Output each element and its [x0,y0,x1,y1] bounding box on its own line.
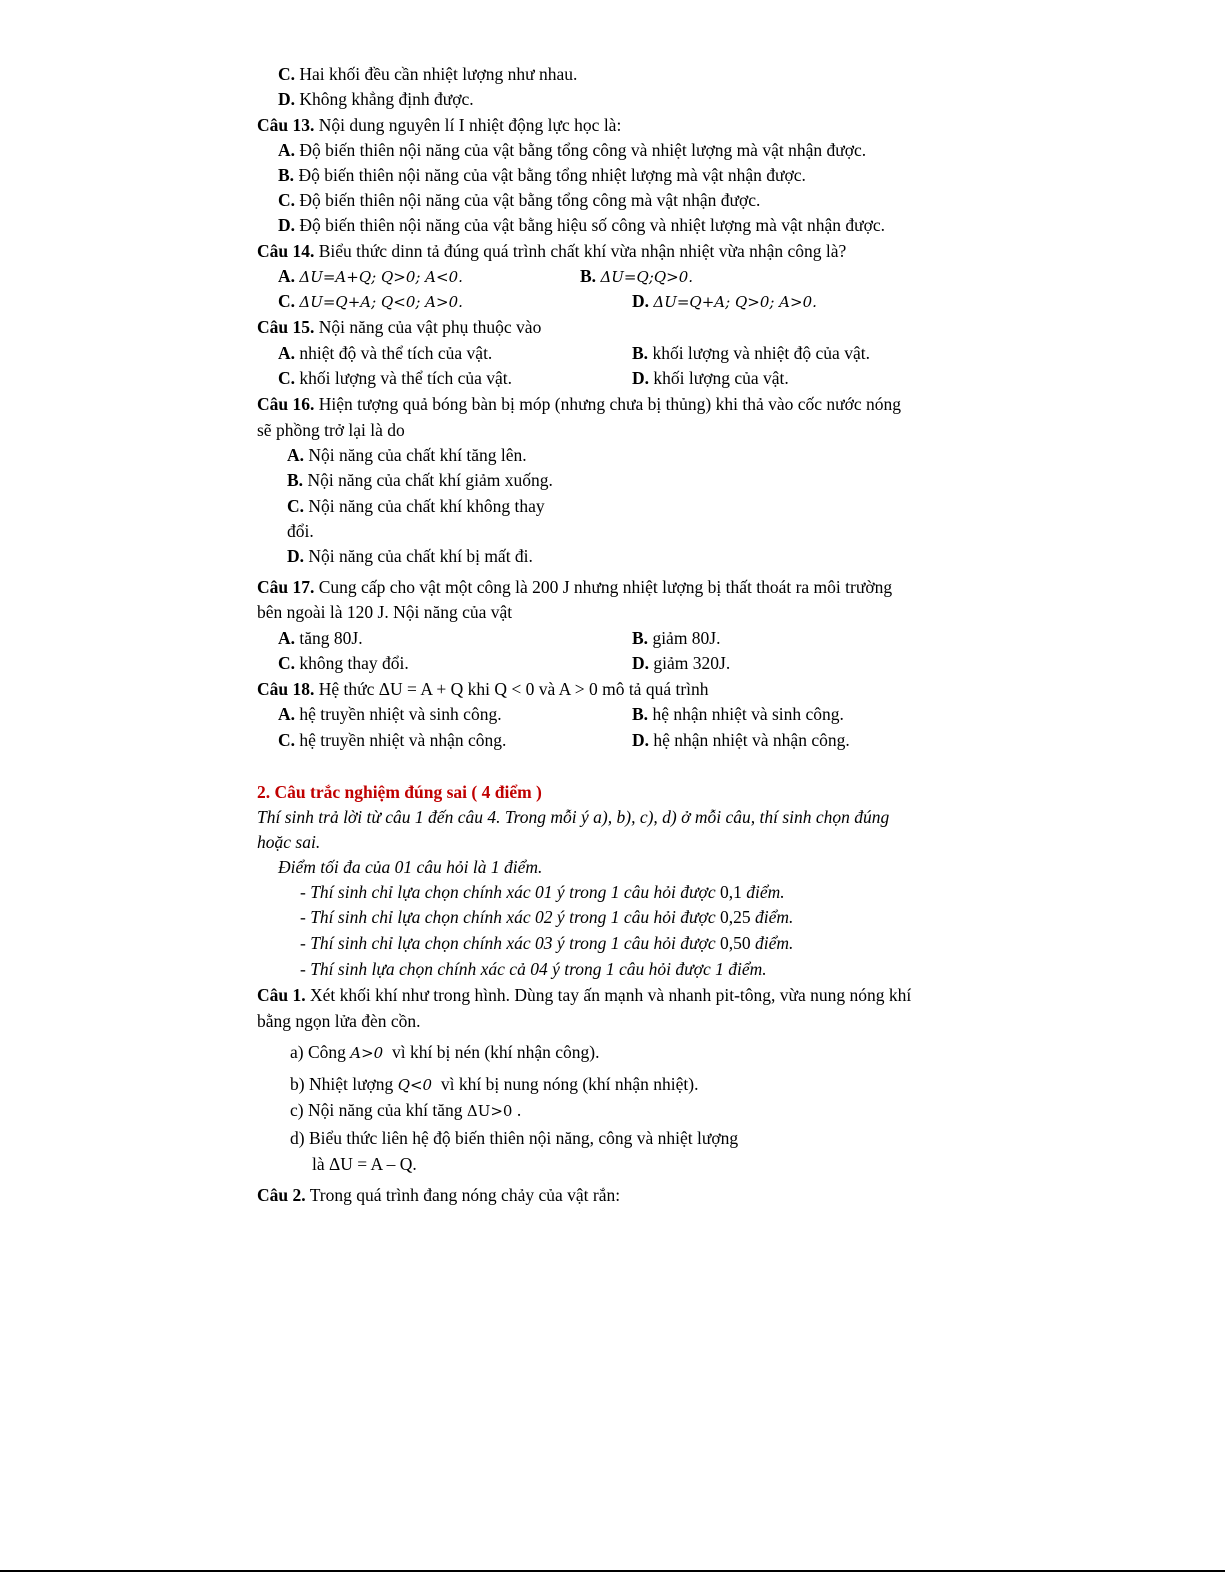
question-18: Câu 18. Hệ thức ΔU = A + Q khi Q < 0 và A > 0 mô tả quá trình [257,679,709,699]
q17-option-b: B. giảm 80J. [632,628,721,648]
scoring-rule-4: - Thí sinh lựa chọn chính xác cả 04 ý trong 1 câu hỏi được 1 điểm. [300,959,767,979]
option-c: C. Hai khối đều cần nhiệt lượng như nhau. [278,64,578,84]
question-16: Câu 16. Hiện tượng quả bóng bàn bị móp (nhưng chưa bị thủng) khi thả vào cốc nước nóng [257,394,902,414]
q14-option-d: D. ΔU=Q+A; Q>0; A>0. [632,291,817,311]
q15-option-c: C. khối lượng và thể tích của vật. [278,368,513,388]
q18-option-a: A. hệ truyền nhiệt và sinh công. [278,704,502,724]
tf-question-1: Câu 1. Xét khối khí như trong hình. Dùng tay ấn mạnh và nhanh pit-tông, vừa nung nóng khí [257,985,912,1005]
q18-option-c: C. hệ truyền nhiệt và nhận công. [278,730,507,750]
q16-option-d: D. Nội năng của chất khí bị mất đi. [287,546,533,566]
question-16-cont: sẽ phồng trở lại là do [257,420,405,440]
q15-option-a: A. nhiệt độ và thể tích của vật. [278,343,493,363]
q18-option-d: D. hệ nhận nhiệt và nhận công. [632,730,850,750]
q15-option-d: D. khối lượng của vật. [632,368,789,388]
question-17: Câu 17. Cung cấp cho vật một công là 200 J nhưng nhiệt lượng bị thất thoát ra môi trường [257,577,893,597]
q16-option-b: B. Nội năng của chất khí giảm xuống. [287,470,553,490]
question-14: Câu 14. Biểu thức dinn tả đúng quá trình chất khí vừa nhận nhiệt vừa nhận công là? [257,241,847,261]
option-d: D. Không khẳng định được. [278,89,474,109]
q13-option-a: A. Độ biến thiên nội năng của vật bằng tổng công và nhiệt lượng mà vật nhận được. [278,140,867,160]
tf1-statement-b: b) Nhiệt lượng Q<0 vì khí bị nung nóng (khí nhận nhiệt). [290,1074,699,1094]
scoring-rule-1: - Thí sinh chỉ lựa chọn chính xác 01 ý trong 1 câu hỏi được 0,1 điểm. [300,882,785,902]
q13-option-d: D. Độ biến thiên nội năng của vật bằng hiệu số công và nhiệt lượng mà vật nhận được. [278,215,886,235]
question-15: Câu 15. Nội năng của vật phụ thuộc vào [257,317,542,337]
tf1-statement-c: c) Nội năng của khí tăng ΔU>0 . [290,1100,522,1120]
question-17-cont: bên ngoài là 120 J. Nội năng của vật [257,602,513,622]
question-13: Câu 13. Nội dung nguyên lí I nhiệt động lực học là: [257,115,622,135]
q14-option-b: B. ΔU=Q;Q>0. [580,266,694,286]
tf-question-1-cont: bằng ngọn lửa đèn cồn. [257,1011,421,1031]
q16-option-c: C. Nội năng của chất khí không thay [287,496,545,516]
q13-option-c: C. Độ biến thiên nội năng của vật bằng tổng công mà vật nhận được. [278,190,761,210]
max-score-note: Điểm tối đa của 01 câu hỏi là 1 điểm. [278,857,543,877]
page-bottom-rule [0,1570,1225,1572]
q14-option-a: A. ΔU=A+Q; Q>0; A<0. [278,266,463,286]
q15-option-b: B. khối lượng và nhiệt độ của vật. [632,343,870,363]
section-2-instructions: Thí sinh trả lời từ câu 1 đến câu 4. Trong mỗi ý a), b), c), d) ở mỗi câu, thí sinh chọn đúng [257,807,890,827]
scoring-rule-2: - Thí sinh chỉ lựa chọn chính xác 02 ý trong 1 câu hỏi được 0,25 điểm. [300,907,794,927]
section-2-heading: 2. Câu trắc nghiệm đúng sai ( 4 điểm ) [257,782,542,802]
tf1-statement-a: a) Công A>0 vì khí bị nén (khí nhận công). [290,1042,600,1062]
tf1-statement-d: d) Biểu thức liên hệ độ biến thiên nội năng, công và nhiệt lượng [290,1128,739,1148]
q16-option-c-cont: đổi. [287,521,314,541]
tf1-statement-d-cont: là ΔU = A – Q. [312,1154,417,1174]
q18-option-b: B. hệ nhận nhiệt và sinh công. [632,704,844,724]
q13-option-b: B. Độ biến thiên nội năng của vật bằng tổng nhiệt lượng mà vật nhận được. [278,165,806,185]
q17-option-a: A. tăng 80J. [278,628,363,648]
q17-option-c: C. không thay đổi. [278,653,409,673]
section-2-instructions-cont: hoặc sai. [257,832,321,852]
tf-question-2: Câu 2. Trong quá trình đang nóng chảy của vật rắn: [257,1185,621,1205]
q14-option-c: C. ΔU=Q+A; Q<0; A>0. [278,291,463,311]
q17-option-d: D. giảm 320J. [632,653,731,673]
scoring-rule-3: - Thí sinh chỉ lựa chọn chính xác 03 ý trong 1 câu hỏi được 0,50 điểm. [300,933,794,953]
q16-option-a: A. Nội năng của chất khí tăng lên. [287,445,527,465]
